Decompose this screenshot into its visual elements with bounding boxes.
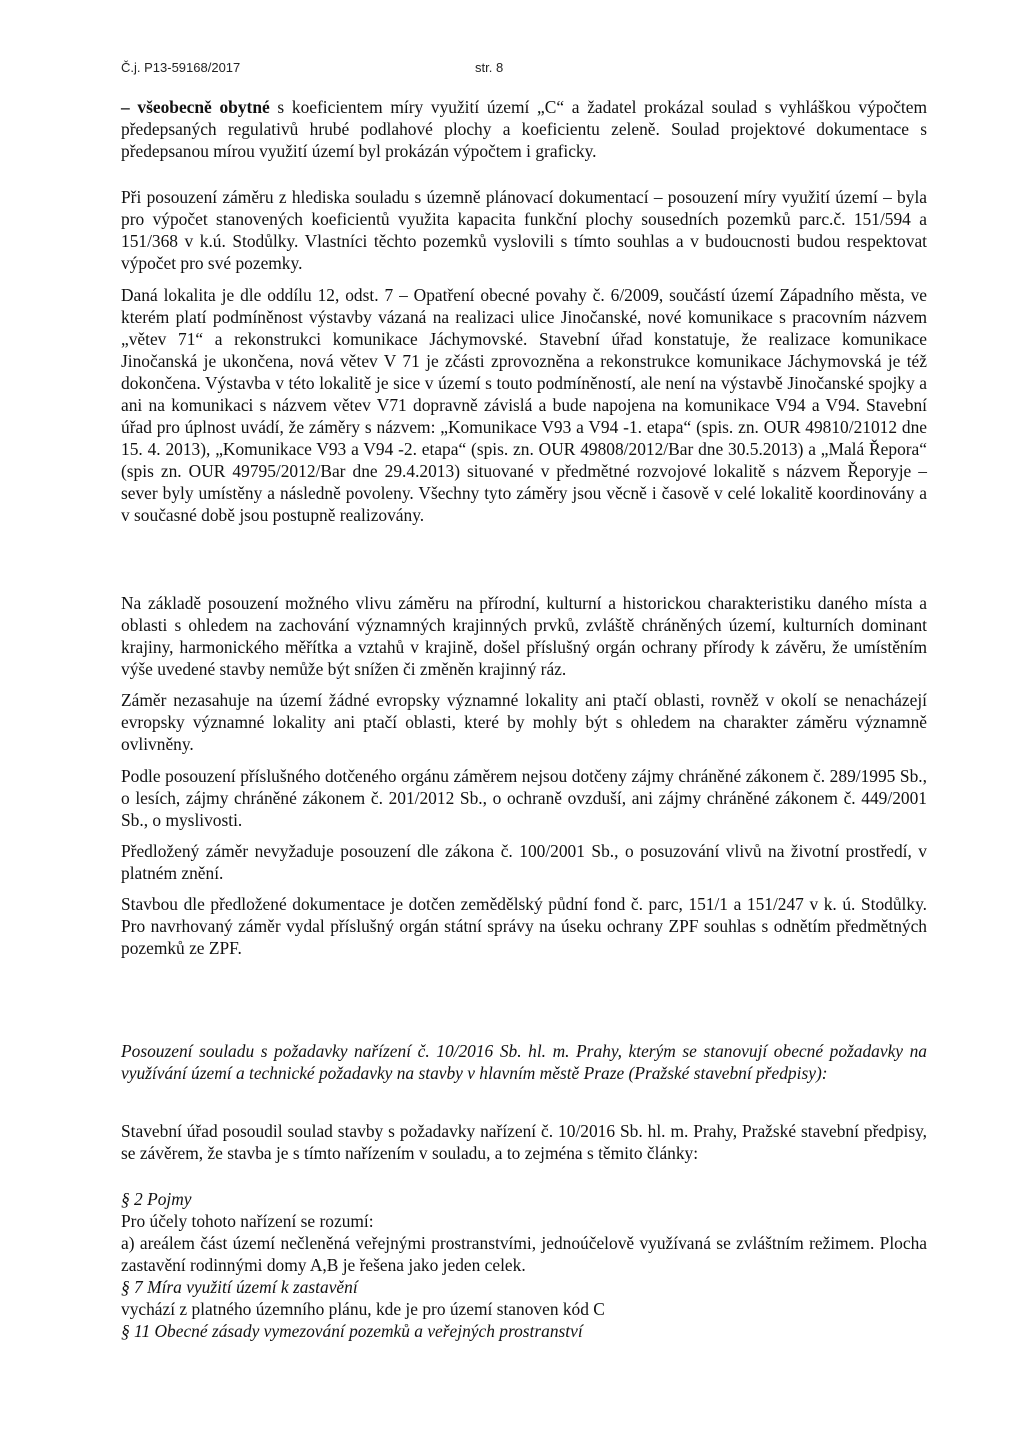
article-2-intro: Pro účely tohoto nařízení se rozumí: xyxy=(121,1211,374,1231)
article-2-item: a) areálem část území nečleněná veřejnými prostranstvími, jednoúčelově využívaná se zvláštním režimem. Plocha zastavění rodinnými domy A,B je řešena jako jeden celek. xyxy=(121,1233,927,1275)
paragraph-protected-interests: Podle posouzení příslušného dotčeného orgánu záměrem nejsou dotčeny zájmy chráněné zákonem č. 289/1995 Sb., o lesích, zájmy chráněné zákonem č. 201/2012 Sb., o ochraně ovzduší, ani zájmy chráněné zákonem č. 449/2001 Sb., o myslivosti. xyxy=(121,766,927,830)
paragraph-agricultural-land: Stavbou dle předložené dokumentace je dotčen zemědělský půdní fond č. parc, 151/1 a 151/247 v k. ú. Stodůlky. Pro navrhovaný záměr vydal příslušný orgán státní správy na úseku ochrany ZPF souhlas s odnětím předmětných pozemků ze ZPF. xyxy=(121,894,927,958)
section-heading: Posouzení souladu s požadavky nařízení č. 10/2016 Sb. hl. m. Prahy, kterým se stanovují obecné požadavky na využívání území a technické požadavky na stavby v hlavním městě Praze (Pražské stavební předpisy): xyxy=(121,1041,927,1083)
paragraph-zoning-coefficient xyxy=(121,96,927,162)
zoning-type-lead: – všeobecně obytné xyxy=(121,97,270,117)
page-header xyxy=(121,60,504,76)
article-7-title: § 7 Míra využití území k zastavění xyxy=(121,1277,358,1297)
paragraph-compliance: Stavební úřad posoudil soulad stavby s požadavky nařízení č. 10/2016 Sb. hl. m. Prahy, Pražské stavební předpisy, se závěrem, že stavba je s tímto nařízením v souladu, a to zejména s těmito články: xyxy=(121,1121,927,1163)
paragraph-landscape: Na základě posouzení možného vlivu záměru na přírodní, kulturní a historickou charakteristiku daného místa a oblasti s ohledem na zachování významných krajinných prvků, zvláště chráněných území, kulturních dominant krajiny, harmonického měřítka a vztahů v krajině, došel příslušný orgán ochrany přírody k závěru, že umístěním výše uvedené stavby nemůže být snížen či změněn krajinný ráz. xyxy=(121,593,927,679)
article-2-title: § 2 Pojmy xyxy=(121,1189,192,1209)
paragraph-assessment: Při posouzení záměru z hlediska souladu s územně plánovací dokumentací – posouzení míry využití území – byla pro výpočet stanovených koeficientů využita kapacita funkční plochy sousedních pozemků parc.č. 151/594 a 151/368 v k.ú. Stodůlky. Vlastníci těchto pozemků vyslovili s tímto souhlas a v budoucnosti budou respektovat výpočet pro své pozemky. xyxy=(121,187,927,273)
article-7-text: vychází z platného územního plánu, kde je pro území stanoven kód C xyxy=(121,1299,605,1319)
reference-number: Č.j. P13-59168/2017 xyxy=(121,60,241,75)
zoning-text: s koeficientem míry využití území „C“ a žadatel prokázal soulad s vyhláškou výpočtem předepsaných regulativů hrubé podlahové plochy a koeficientu zeleně. Soulad projektové dokumentace s předepsanou mírou využití území byl prokázán výpočtem i graficky. xyxy=(121,97,928,161)
page-number: str. 8 xyxy=(475,60,504,75)
article-11-title: § 11 Obecné zásady vymezování pozemků a veřejných prostranství xyxy=(121,1321,583,1341)
paragraph-locality: Daná lokalita je dle oddílu 12, odst. 7 – Opatření obecné povahy č. 6/2009, součástí území Západního města, ve kterém platí podmíněnost výstavby vázaná na realizaci ulice Jinočanské, nové komunikace s pracovním názvem „větev 71“ a rekonstrukci komunikace Jáchymovské. Stavební úřad konstatuje, že realizace komunikace Jinočanská je ukončena, nová větev V 71 je zčásti zprovozněna a rekonstrukce komunikace Jáchymovská je též dokončena. Výstavba v této lokalitě je sice v území s touto podmíněností, ale není na výstavbě Jinočanské spojky a ani na komunikaci s názvem větev V71 dopravně závislá a bude napojena na komunikace V94 a V94. Stavební úřad pro úplnost uvádí, že záměry s názvem: „Komunikace V93 a V94 -1. etapa“ (spis. zn. OUR 49810/21012 dne 15. 4. 2013), „Komunikace V93 a V94 -2. etapa“ (spis. zn. OUR 49808/2012/Bar dne 30.5.2013) a „Malá Řepora“ (spis zn. OUR 49795/2012/Bar dne 29.4.2013) situované v předmětné rozvojové lokalitě s názvem Řeporyje – sever byly umístěny a následně povoleny. Všechny tyto záměry jsou věcně i časově v celé lokalitě koordinovány a v současné době jsou postupně realizovány. xyxy=(121,285,927,525)
paragraph-eia: Předložený záměr nevyžaduje posouzení dle zákona č. 100/2001 Sb., o posuzování vlivů na životní prostředí, v platném znění. xyxy=(121,841,927,883)
articles-list xyxy=(121,1188,927,1342)
paragraph-natura: Záměr nezasahuje na území žádné evropsky významné lokality ani ptačí oblasti, rovněž v okolí se nenacházejí evropsky významné lokality ani ptačí oblasti, které by mohly být s ohledem na charakter záměru významně ovlivněny. xyxy=(121,690,927,754)
